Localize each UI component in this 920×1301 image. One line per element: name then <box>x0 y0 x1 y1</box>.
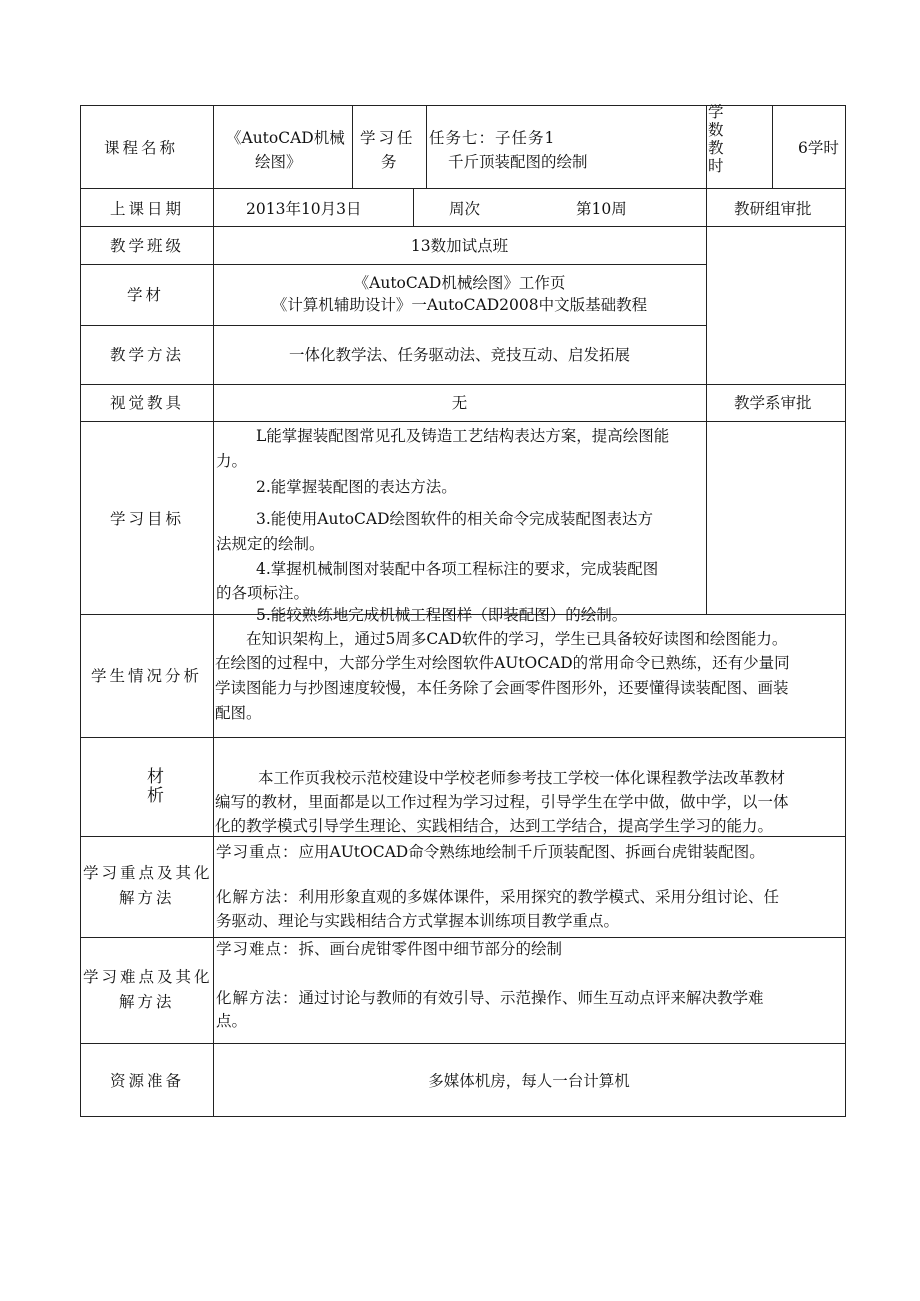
resource-value: 多媒体机房，每人一台计算机 <box>428 1072 630 1090</box>
key-points-label: 学习重点及其化 <box>83 864 213 882</box>
approval-column-divider <box>706 188 707 615</box>
key-points-method <box>216 886 779 908</box>
department-review-label: 教学系审批 <box>734 394 812 412</box>
material-analysis-line: 编写的教材，里面都是以工作过程为学习过程，引导学生在学中做，做中学，以一体 <box>215 793 789 811</box>
goal-item: 2.能掌握装配图的表达方法。 <box>256 478 457 496</box>
material-label: 学材 <box>127 286 165 304</box>
border-right <box>845 105 846 1117</box>
row-divider <box>80 188 846 189</box>
goal-item: 4.掌握机械制图对装配中各项工程标注的要求，完成装配图 <box>256 560 659 578</box>
border-left <box>80 105 81 1117</box>
course-name-value-line2: 绘图》 <box>255 153 302 171</box>
goal-item-cont: 力。 <box>216 452 248 470</box>
difficulty-heading: 学习难点： <box>216 940 299 958</box>
difficulty-label-line2: 解方法 <box>119 993 175 1011</box>
difficulty-label: 学习难点及其化 <box>83 968 213 986</box>
column-divider <box>772 105 773 189</box>
course-name-value: 《AutoCAD机械 <box>226 129 345 147</box>
hours-label: 时 <box>708 157 724 175</box>
task-label-line2: 务 <box>381 153 397 171</box>
student-analysis-line: 在知识架构上，通过5周多CAD软件的学习，学生已具备较好读图和绘图能力。 <box>246 630 788 648</box>
material-line: 《计算机辅助设计》一AutoCAD2008中文版基础教程 <box>271 296 648 314</box>
column-divider <box>706 105 707 189</box>
key-points-method-heading: 化解方法： <box>216 888 299 906</box>
column-divider <box>413 188 414 227</box>
goal-item-cont: 法规定的绘制。 <box>216 535 325 553</box>
difficulty-method-heading: 化解方法： <box>216 989 299 1007</box>
row-divider <box>80 384 846 385</box>
key-points-text <box>216 841 765 863</box>
student-analysis-line: 配图。 <box>215 704 262 722</box>
teaching-method-value: 一体化教学法、任务驱动法、竞技互动、启发拓展 <box>288 346 630 364</box>
resource-label: 资源准备 <box>110 1072 185 1090</box>
key-points-label-line2: 解方法 <box>119 889 175 907</box>
goal-item-cont: 的各项标注。 <box>216 584 310 602</box>
task-label: 学习任 <box>360 129 416 147</box>
goal-item: 5.能较熟练地完成机械工程图样（即装配图）的绘制。 <box>256 606 628 624</box>
task-value-line2: 千斤顶装配图的绘制 <box>448 153 588 171</box>
key-points-heading: 学习重点： <box>216 843 299 861</box>
row-divider <box>80 325 706 326</box>
difficulty-method-body: 通过讨论与教师的有效引导、示范操作、师生互动点评来解决教学难 <box>298 989 764 1007</box>
difficulty-method <box>216 987 764 1009</box>
border-top <box>80 105 846 106</box>
learning-goals-content <box>216 422 705 624</box>
visual-aids-value: 无 <box>451 394 468 412</box>
task-value: 任务七：子任务1 <box>429 129 556 147</box>
week-value: 第10周 <box>576 200 627 218</box>
class-label: 教学班级 <box>110 237 185 255</box>
class-value: 13数加试点班 <box>410 237 509 255</box>
week-label: 周次 <box>449 200 481 218</box>
hours-label: 数 <box>708 121 724 139</box>
row-divider <box>80 1043 846 1044</box>
difficulty-body: 拆、画台虎钳零件图中细节部分的绘制 <box>298 940 563 958</box>
row-divider <box>80 226 846 227</box>
teaching-group-review-label: 教研组审批 <box>734 200 812 218</box>
material-analysis-label-line2: 析 <box>147 786 164 806</box>
course-name-label: 课程名称 <box>104 139 179 157</box>
material-analysis-line: 化的教学模式引导学生理论、实践相结合，达到工学结合，提高学生学习的能力。 <box>215 817 774 835</box>
goal-item: 3.能使用AutoCAD绘图软件的相关命令完成装配图表达方 <box>256 510 654 528</box>
student-analysis-line: 在绘图的过程中，大部分学生对绘图软件AUtOCAD的常用命令已熟练，还有少量同 <box>215 654 790 672</box>
difficulty-method-cont: 点。 <box>216 1012 248 1030</box>
row-divider <box>80 737 846 738</box>
key-points-method-cont: 务驱动、理论与实践相结合方式掌握本训练项目教学重点。 <box>216 912 620 930</box>
material-analysis-line: 本工作页我校示范校建设中学校老师参考技工学校一体化课程教学法改革教材 <box>258 769 786 787</box>
date-value: 2013年10月3日 <box>246 200 362 218</box>
material-line: 《AutoCAD机械绘图》工作页 <box>353 274 566 292</box>
border-bottom <box>80 1116 846 1117</box>
column-divider <box>426 105 427 189</box>
hours-value: 6学时 <box>798 139 839 157</box>
student-analysis-line: 学读图能力与抄图速度较慢，本任务除了会画零件图形外，还要懂得读装配图、画装 <box>215 679 789 697</box>
row-divider <box>80 264 706 265</box>
goal-item: L能掌握装配图常见孔及铸造工艺结构表达方案，提高绘图能 <box>256 427 670 445</box>
visual-aids-label: 视觉教具 <box>110 394 185 412</box>
hours-label: 教 <box>708 139 724 157</box>
hours-label: 学 <box>708 103 724 121</box>
key-points-body: 应用AUtOCAD命令熟练地绘制千斤顶装配图、拆画台虎钳装配图。 <box>298 843 765 861</box>
learning-goals-label: 学习目标 <box>110 510 185 528</box>
material-analysis-label: 材 <box>147 767 164 787</box>
teaching-method-label: 教学方法 <box>110 346 185 364</box>
key-points-method-body: 利用形象直观的多媒体课件，采用探究的教学模式、采用分组讨论、任 <box>298 888 780 906</box>
date-label: 上课日期 <box>110 200 185 218</box>
difficulty-text <box>216 938 562 960</box>
column-divider <box>352 105 353 189</box>
student-analysis-label: 学生情况分析 <box>91 667 203 685</box>
